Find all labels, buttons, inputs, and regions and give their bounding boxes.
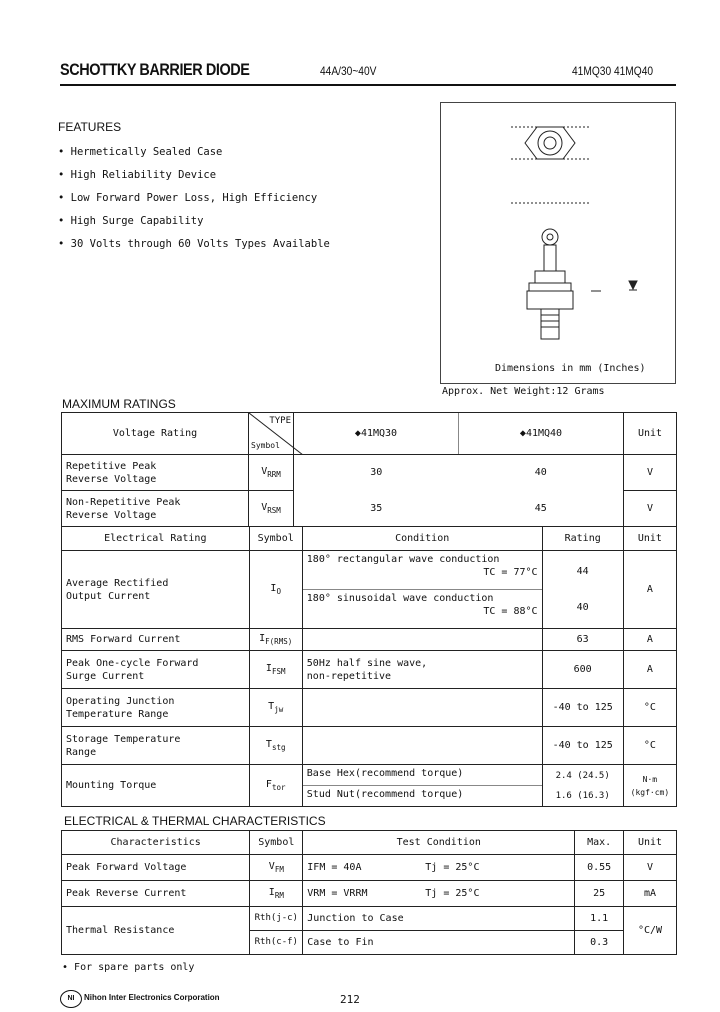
- table-row: Operating Junction Temperature Range $T_{jw}$ -40 to 125 °C: [62, 689, 677, 727]
- feature-item: • Hermetically Sealed Case: [58, 146, 223, 158]
- diagram-caption: Dimensions in mm (Inches): [495, 363, 646, 374]
- table-row: Storage Temperature Range $T_{stg}$ -40 to 125 °C: [62, 727, 677, 765]
- table-row: Mounting Torque $F_{tor}$ Base Hex(recommend torque) Stud Nut(recommend torque) 2.4 (24.5) 1.6 (16.3) N·m (kgf·cm): [62, 765, 677, 807]
- max-header: Max.: [575, 831, 624, 855]
- max-ratings-heading: MAXIMUM RATINGS: [62, 397, 176, 411]
- company-name: Nihon Inter Electronics Corporation: [84, 993, 220, 1002]
- feature-item: • 30 Volts through 60 Volts Types Available: [58, 238, 330, 250]
- header-rule: [60, 84, 676, 86]
- document-title: SCHOTTKY BARRIER DIODE: [60, 60, 250, 79]
- unit-header: Unit: [624, 831, 677, 855]
- feature-item: • Low Forward Power Loss, High Efficiency: [58, 192, 318, 204]
- rating-header: Rating: [542, 527, 623, 551]
- electrical-rating-header: Electrical Rating: [62, 527, 250, 551]
- model-numbers: 41MQ30 41MQ40: [572, 64, 654, 78]
- type-symbol-header: TYPE Symbol: [249, 413, 294, 455]
- unit-header: Unit: [623, 527, 676, 551]
- spare-parts-note: • For spare parts only: [62, 962, 195, 973]
- table-row: Non-Repetitive Peak Reverse Voltage $V_{RSM}$ 35 45 V: [62, 491, 677, 527]
- table-row: Thermal Resistance Rth(j-c) Junction to Case 1.1 °C/W: [62, 907, 677, 931]
- table-row: Peak One-cycle Forward Surge Current $I_{FSM}$ 50Hz half sine wave, non-repetitive 600 A: [62, 651, 677, 689]
- table-row: Rth(c-f) Case to Fin 0.3: [62, 931, 677, 955]
- max-ratings-table: [61, 412, 677, 527]
- table-row: Peak Reverse Current $I_{RM}$ VRM = VRRM Tj = 25°C 25 mA: [62, 881, 677, 907]
- table-row: Average Rectified Output Current $I_O$ 180° rectangular wave conduction TC = 77°C 180° sinusoidal wave conduction TC = 88°C 44 40 A: [62, 551, 677, 629]
- condition-header: Condition: [302, 527, 542, 551]
- package-outline-drawing: [441, 103, 675, 373]
- feature-item: • High Surge Capability: [58, 215, 204, 227]
- table-row: Repetitive Peak Reverse Voltage $V_{RRM}$ 30 40 V: [62, 455, 677, 491]
- package-diagram: [440, 102, 676, 384]
- col-41mq30-header: ◆41MQ30: [294, 413, 459, 455]
- unit-header: Unit: [624, 413, 677, 455]
- electrical-rating-table: [61, 526, 677, 807]
- characteristics-header: Characteristics: [62, 831, 250, 855]
- net-weight: Approx. Net Weight:12 Grams: [442, 386, 605, 397]
- company-logo: NI: [60, 990, 82, 1008]
- features-heading: FEATURES: [58, 120, 122, 134]
- thermal-heading: ELECTRICAL & THERMAL CHARACTERISTICS: [64, 814, 326, 828]
- thermal-table: [61, 830, 677, 955]
- rating-summary: 44A/30~40V: [320, 64, 377, 78]
- feature-item: • High Reliability Device: [58, 169, 217, 181]
- table-row: Peak Forward Voltage $V_{FM}$ IFM = 40A Tj = 25°C 0.55 V: [62, 855, 677, 881]
- page-number: 212: [340, 993, 360, 1006]
- col-41mq40-header: ◆41MQ40: [459, 413, 624, 455]
- test-condition-header: Test Condition: [303, 831, 575, 855]
- table-row: RMS Forward Current $I_{F(RMS)}$ 63 A: [62, 629, 677, 651]
- symbol-header: Symbol: [250, 831, 303, 855]
- feature-list: [58, 146, 330, 261]
- voltage-rating-header: Voltage Rating: [62, 413, 249, 455]
- symbol-header: Symbol: [249, 527, 302, 551]
